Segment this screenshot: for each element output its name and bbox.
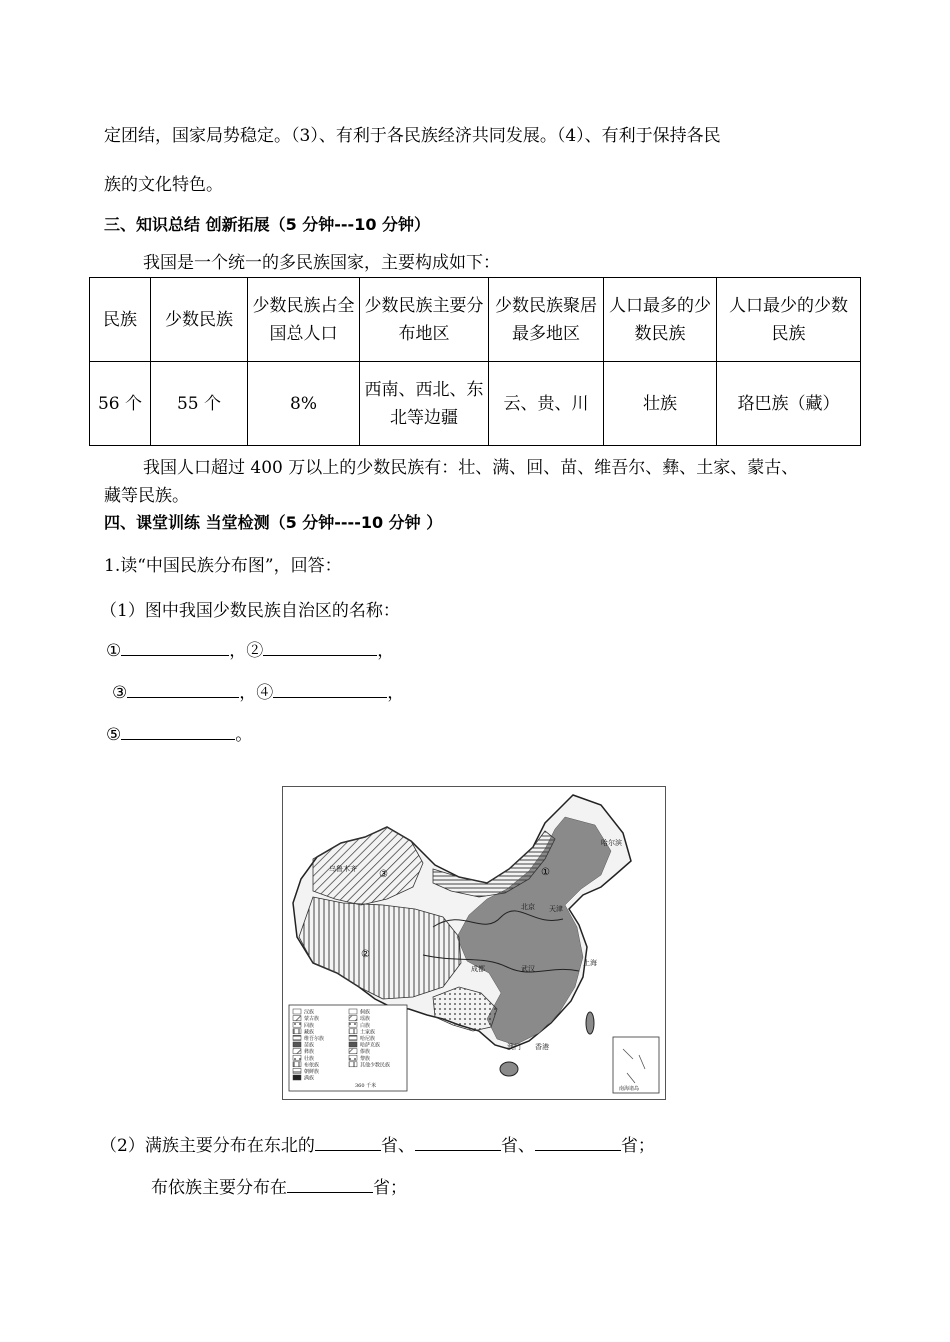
legend-swatch: [293, 1055, 301, 1060]
ethnic-note-line-2: 藏等民族。: [104, 486, 189, 506]
table-cell: 8%: [248, 362, 360, 446]
table-cell: 壮族: [604, 362, 717, 446]
blank-manchu-3[interactable]: [535, 1132, 621, 1151]
map-marker: ①: [541, 867, 550, 878]
map-legend: [289, 1005, 407, 1091]
province-suffix: 省、: [500, 1136, 535, 1156]
legend-label: 白族: [360, 1022, 371, 1029]
map-label: 武汉: [521, 965, 535, 973]
legend-swatch: [349, 1042, 357, 1047]
section-3-intro: 我国是一个统一的多民族国家，主要构成如下：: [143, 253, 500, 273]
marker-2: ②: [246, 641, 264, 661]
map-label: 哈尔滨: [601, 839, 622, 847]
separator: ，: [387, 683, 405, 703]
legend-label: 傣族: [360, 1049, 371, 1056]
question-1: 1.读“中国民族分布图”，回答：: [104, 556, 342, 576]
section-3-heading: 三、知识总结 创新拓展（5 分钟---10 分钟）: [104, 215, 431, 234]
legend-label: 土家族: [360, 1029, 376, 1036]
south-china-sea-inset: [613, 1037, 659, 1093]
legend-swatch: [293, 1062, 301, 1067]
table-header-cell: 少数民族: [151, 278, 248, 362]
legend-label: 其他少数民族: [360, 1062, 391, 1069]
map-label: 乌鲁木齐: [329, 865, 357, 873]
marker-5: ⑤: [106, 725, 122, 745]
table-header-row: [90, 278, 861, 362]
separator: ，: [377, 641, 395, 661]
legend-label: 哈尼族: [360, 1036, 376, 1042]
legend-swatch: [293, 1049, 301, 1054]
blank-4[interactable]: [273, 679, 387, 698]
blank-manchu-1[interactable]: [315, 1132, 381, 1151]
china-ethnic-map: [282, 786, 666, 1100]
blank-5[interactable]: [121, 721, 235, 740]
table-header-cell: 少数民族主要分布地区: [360, 278, 489, 362]
table-cell: 56 个: [90, 362, 151, 446]
blank-buyi[interactable]: [287, 1174, 373, 1193]
table-cell: 55 个: [151, 362, 248, 446]
question-1-part-2: [100, 1131, 655, 1156]
legend-swatch: [293, 1009, 301, 1014]
table-cell: 珞巴族（藏）: [717, 362, 861, 446]
province-suffix: 省；: [373, 1178, 407, 1198]
legend-label: 朝鲜族: [304, 1069, 320, 1075]
legend-swatch: [349, 1009, 357, 1014]
legend-swatch: [293, 1035, 301, 1040]
paragraph-line-1: 定团结，国家局势稳定。（3）、有利于各民族经济共同发展。（4）、有利于保持各民: [104, 126, 721, 146]
legend-label: 维吾尔族: [304, 1036, 325, 1042]
answer-row-2: [112, 678, 404, 703]
marker-1: ①: [106, 641, 122, 661]
blank-2[interactable]: [263, 637, 377, 656]
table-header-cell: 人口最少的少数民族: [717, 278, 861, 362]
table-header-cell: 人口最多的少数民族: [604, 278, 717, 362]
legend-label: 汉族: [304, 1009, 315, 1016]
paragraph-line-2: 族的文化特色。: [104, 175, 223, 195]
legend-label: 蒙古族: [304, 1016, 320, 1023]
legend-swatch: [349, 1035, 357, 1040]
buyi-prefix: 布依族主要分布在: [151, 1178, 287, 1198]
map-label: 香港: [535, 1043, 549, 1051]
legend-swatch: [349, 1062, 357, 1067]
legend-label: 壮族: [304, 1055, 315, 1062]
table-header-cell: 少数民族聚居最多地区: [489, 278, 604, 362]
blank-manchu-2[interactable]: [415, 1132, 501, 1151]
blank-3[interactable]: [127, 679, 239, 698]
legend-label: 哈萨克族: [360, 1042, 381, 1049]
province-suffix: 省、: [380, 1136, 415, 1156]
legend-swatch: [293, 1022, 301, 1027]
legend-swatch: [349, 1022, 357, 1027]
marker-3: ③: [112, 683, 128, 703]
composition-table: [89, 277, 861, 446]
map-marker: ②: [361, 949, 370, 960]
table-row: [90, 362, 861, 446]
legend-label: 满族: [304, 1075, 315, 1082]
legend-label: 藏族: [304, 1029, 315, 1036]
inset-label: 南海诸岛: [619, 1086, 640, 1092]
legend-swatch: [349, 1049, 357, 1054]
part-2-prefix: （2）满族主要分布在东北的: [100, 1136, 315, 1156]
answer-row-3: [106, 720, 252, 745]
question-1-part-1: （1）图中我国少数民族自治区的名称：: [100, 601, 400, 621]
legend-swatch: [293, 1029, 301, 1034]
legend-label: 布依族: [304, 1062, 320, 1069]
legend-label: 苗族: [304, 1042, 315, 1049]
ethnic-note-line-1: 我国人口超过 400 万以上的少数民族有：壮、满、回、苗、维吾尔、彝、土家、蒙古、: [143, 458, 799, 478]
legend-label: 彝族: [304, 1049, 315, 1056]
answer-row-1: [106, 636, 394, 661]
map-label: 成都: [471, 965, 485, 973]
legend-label: 回族: [304, 1022, 315, 1029]
province-suffix: 省；: [620, 1136, 655, 1156]
blank-1[interactable]: [121, 637, 229, 656]
legend-swatch: [349, 1055, 357, 1060]
map-scale: 360 千米: [355, 1083, 377, 1089]
legend-label: 侗族: [360, 1009, 371, 1016]
table-header-cell: 少数民族占全国总人口: [248, 278, 360, 362]
hainan-island: [500, 1062, 518, 1076]
legend-swatch: [349, 1029, 357, 1034]
map-marker: ③: [379, 869, 388, 880]
table-header-cell: 民族: [90, 278, 151, 362]
section-4-heading: 四、课堂训练 当堂检测（5 分钟----10 分钟 ）: [104, 513, 443, 532]
map-label: 北京: [521, 903, 535, 911]
legend-swatch: [293, 1042, 301, 1047]
marker-4: ④: [256, 683, 274, 703]
legend-swatch: [293, 1016, 301, 1021]
legend-swatch: [293, 1068, 301, 1073]
legend-swatch: [349, 1016, 357, 1021]
legend-label: 瑶族: [360, 1016, 371, 1023]
map-label: 天津: [549, 905, 563, 913]
period: 。: [235, 725, 253, 745]
separator: ，: [229, 641, 247, 661]
map-label: 澳门: [507, 1043, 521, 1051]
legend-swatch: [293, 1075, 301, 1080]
table-cell: 西南、西北、东北等边疆: [360, 362, 489, 446]
separator: ，: [239, 683, 257, 703]
map-label: 上海: [583, 959, 597, 967]
map-svg: [283, 787, 665, 1099]
legend-label: 黎族: [360, 1055, 371, 1062]
question-1-part-2-line-2: [151, 1173, 407, 1198]
table-cell: 云、贵、川: [489, 362, 604, 446]
taiwan-island: [586, 1012, 594, 1034]
